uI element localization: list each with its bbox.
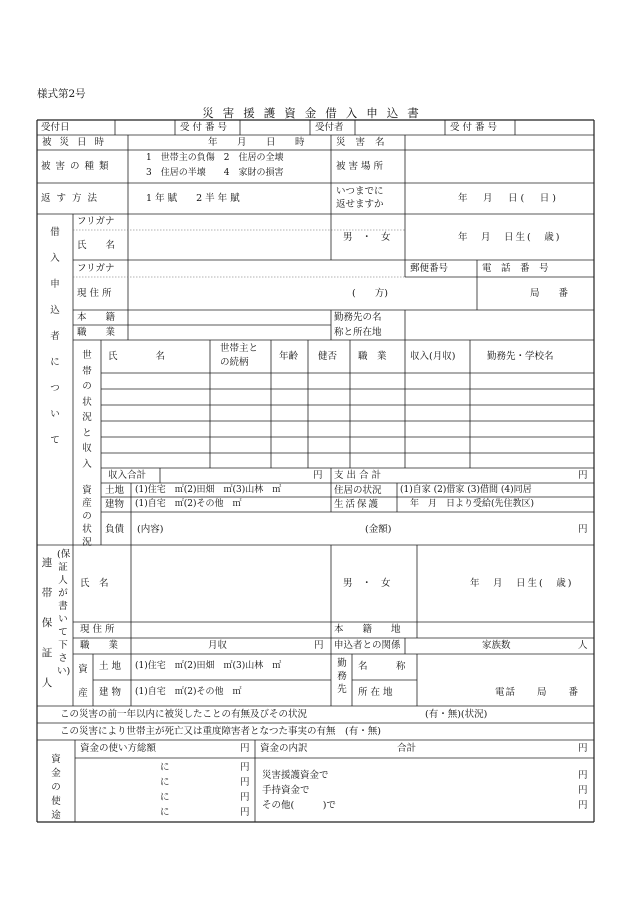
guarantor-land-label: 土 地 (99, 661, 122, 672)
guarantor-gender: 男 ・ 女 (343, 578, 391, 589)
applicant-furigana-label: フリガナ (77, 216, 115, 227)
guarantor-family-label: 家族数 (482, 640, 511, 651)
welfare-text: 年 月 日より受給(先住教区) (410, 499, 535, 509)
funds-breakdown-row: 災害援護資金で (262, 770, 329, 781)
applicant-name-label: 氏 名 (77, 240, 116, 251)
postal-code-label: 郵便番号 (410, 263, 449, 274)
guarantor-section-note: (保証人が書いて下さい) (57, 549, 71, 677)
applicant-furigana2-label: フリガナ (77, 263, 115, 274)
household-col-age: 年齢 (279, 351, 299, 362)
household-col-relation-line2: の続柄 (220, 357, 249, 368)
household-col-name: 氏 名 (108, 351, 166, 362)
guarantor-family-unit: 人 (578, 640, 588, 651)
damage-type-label: 被害の種類 (41, 161, 114, 172)
welfare-label: 生活保護 (334, 499, 381, 510)
debt-yen: 円 (578, 524, 588, 535)
form-number: 様式第2号 (37, 88, 86, 100)
funds-usage-row-yen: 円 (240, 807, 250, 818)
land-options: (1)住宅 ㎡(2)田畑 ㎡(3)山林 ㎡ (135, 485, 282, 495)
income-total-label: 収入合計 (108, 470, 147, 481)
building-options: (1)自宅 ㎡(2)その他 ㎡ (135, 499, 242, 509)
applicant-address-label: 現 住 所 (77, 288, 112, 299)
funds-breakdown-row-yen: 円 (578, 800, 588, 811)
guarantor-address-label: 現 住 所 (80, 624, 115, 635)
debt-label: 負債 (105, 524, 125, 535)
applicant-domicile-label: 本 籍 (77, 312, 116, 323)
receiver-label: 受付者 (315, 122, 344, 133)
funds-usage-row-yen: 円 (240, 777, 250, 788)
guarantor-monthly-yen: 円 (314, 640, 324, 651)
receipt-number-label: 受付番号 (180, 122, 231, 133)
guarantor-occupation-label: 職 業 (80, 640, 119, 651)
repay-until-line1: いつまでに (336, 186, 384, 197)
damage-place-label: 被害場所 (336, 161, 387, 172)
applicant-birth: 年 月 日生( 歳) (458, 232, 562, 243)
guarantor-building-label: 建 物 (99, 687, 122, 698)
funds-section-label: 資金の使途 (51, 754, 61, 821)
guarantor-section-label: 連帯保証人 (41, 557, 53, 689)
damage-options-line1: 1 世帯主の負傷 2 住居の全壊 (146, 153, 284, 163)
funds-usage-row: に (160, 792, 170, 803)
disaster-name-label: 災害名 (336, 137, 395, 148)
funds-usage-header: 資金の使い方総額 (80, 743, 157, 754)
guarantor-building-options: (1)自宅 ㎡(2)その他 ㎡ (135, 687, 242, 697)
household-section-label: 世帯の状況と収入 (82, 350, 92, 470)
repay-method-options: 1 年 賦 2 半 年 賦 (146, 193, 240, 204)
repay-method-label: 返す方法 (41, 193, 104, 204)
funds-usage-row-yen: 円 (240, 792, 250, 803)
guarantor-workplace-label: 勤務先 (337, 658, 347, 695)
funds-usage-row: に (160, 777, 170, 788)
death-disability-statement: この災害により世帯主が死亡又は重度障害者となつた事実の有無 (有・無) (60, 726, 381, 737)
applicant-section-label: 借入申込者について (50, 227, 60, 446)
guarantor-company-label: 名 称 (358, 661, 406, 672)
guarantor-domicile-label: 本 籍 地 (334, 624, 401, 635)
debt-content: (内容) (137, 524, 164, 535)
received-date-label: 受付日 (41, 122, 70, 133)
housing-label: 住居の状況 (334, 485, 382, 496)
repay-until-date: 年 月 日( 日) (458, 193, 559, 204)
page-title: 災害援護資金借入申込書 (202, 106, 428, 120)
funds-usage-row: に (160, 762, 170, 773)
funds-breakdown-row: その他( )で (262, 800, 336, 811)
disaster-date-label: 被災日時 (42, 137, 113, 148)
guarantor-monthly-label: 月収 (208, 640, 228, 651)
applicant-occupation-label: 職 業 (77, 327, 116, 338)
applicant-exchange: 局 番 (530, 288, 569, 299)
funds-breakdown-header: 資金の内訳 (260, 743, 308, 754)
household-col-job: 職 業 (358, 351, 387, 362)
guarantor-phone-label: 電話 局 番 (495, 687, 580, 698)
expense-yen: 円 (578, 470, 588, 481)
funds-total-yen: 円 (578, 743, 588, 754)
household-col-health: 健否 (318, 351, 338, 362)
prior-disaster-choice: (有・無)(状況) (425, 709, 488, 720)
guarantor-name-label: 氏 名 (80, 578, 109, 589)
workplace-line2: 称と所在地 (334, 327, 382, 338)
housing-options: (1)自家 (2)借家 (3)借間 (4)同居 (400, 485, 532, 495)
building-label: 建物 (105, 499, 125, 510)
phone-number-label: 電 話 番 号 (482, 263, 549, 274)
household-col-relation-line1: 世帯主と (220, 343, 259, 354)
funds-breakdown-row-yen: 円 (578, 785, 588, 796)
funds-usage-row: に (160, 807, 170, 818)
guarantor-assets-label: 資産 (78, 664, 88, 699)
guarantor-land-options: (1)住宅 ㎡(2)田畑 ㎡(3)山林 ㎡ (135, 661, 282, 671)
prior-disaster-statement: この災害の前一年以内に被災したことの有無及びその状況 (60, 709, 308, 720)
funds-total-label: 合計 (397, 743, 417, 754)
guarantor-relation-label: 申込者との関係 (334, 640, 401, 651)
land-label: 土地 (105, 485, 125, 496)
funds-usage-header-yen: 円 (240, 743, 250, 754)
damage-options-line2: 3 住居の半壊 4 家財の損害 (146, 168, 284, 178)
disaster-date-template: 年 月 日 時 (208, 137, 310, 148)
funds-usage-row-yen: 円 (240, 762, 250, 773)
receipt-number-2-label: 受付番号 (450, 122, 501, 133)
funds-breakdown-row: 手持資金で (262, 785, 310, 796)
workplace-line1: 勤務先の名 (334, 312, 382, 323)
guarantor-birth: 年 月 日生( 歳) (470, 578, 574, 589)
applicant-address-paren: ( 方) (352, 288, 388, 299)
expense-total-label: 支出合計 (334, 470, 385, 481)
income-yen: 円 (313, 470, 323, 481)
assets-section-label: 資産の状況 (82, 485, 92, 548)
applicant-gender: 男 ・ 女 (343, 232, 391, 243)
funds-breakdown-row-yen: 円 (578, 770, 588, 781)
guarantor-location-label: 所 在 地 (358, 687, 393, 698)
debt-amount: (金額) (365, 524, 392, 535)
household-col-income: 収入(月収) (410, 351, 456, 362)
household-col-school: 勤務先・学校名 (487, 351, 554, 362)
repay-until-line2: 返せますか (336, 199, 384, 210)
